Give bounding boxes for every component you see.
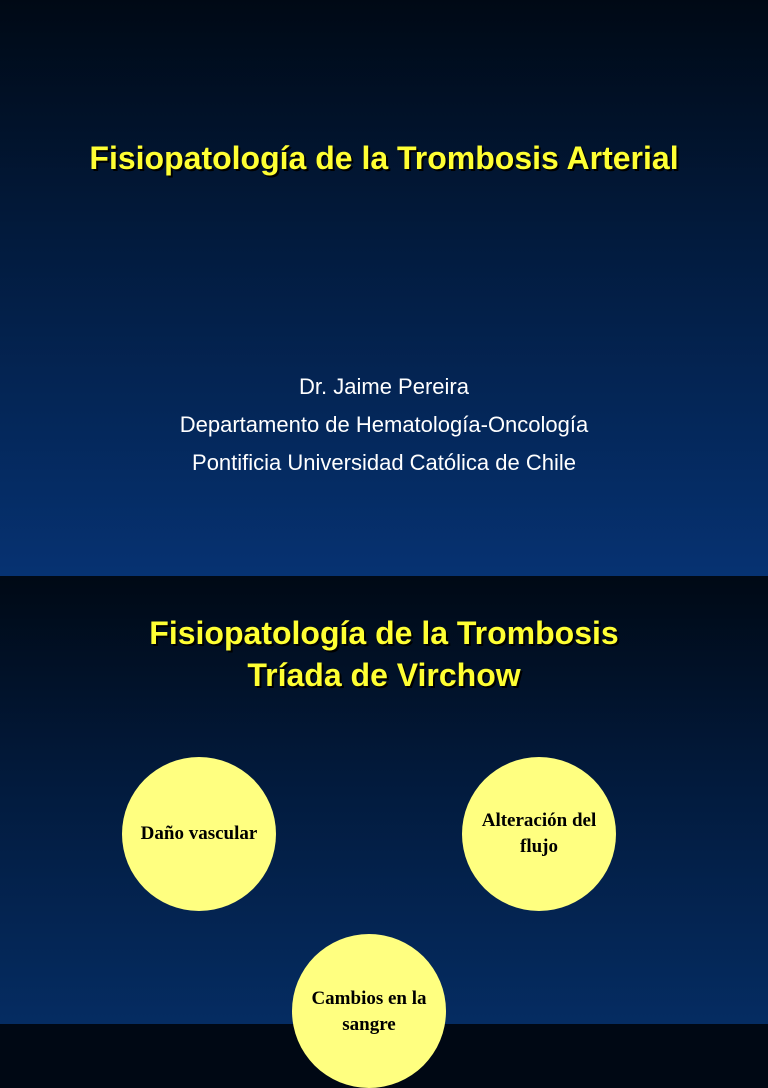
slide-title bbox=[0, 612, 768, 696]
circle-label: Alteración del flujo bbox=[481, 810, 597, 857]
slide-title-line2: Tríada de Virchow bbox=[247, 657, 521, 693]
circle-flow-alteration bbox=[462, 757, 616, 911]
slide-title: Fisiopatología de la Trombosis Arterial bbox=[89, 140, 679, 176]
author-name: Dr. Jaime Pereira bbox=[299, 374, 469, 399]
institution-name: Pontificia Universidad Católica de Chile bbox=[192, 450, 576, 475]
department-name: Departamento de Hematología-Oncología bbox=[179, 412, 589, 437]
circle-blood-changes bbox=[292, 934, 446, 1088]
circle-label: Daño vascular bbox=[140, 823, 258, 844]
slide-title-line1: Fisiopatología de la Trombosis bbox=[149, 615, 619, 651]
virchow-triad-slide bbox=[0, 576, 768, 1035]
circle-label: Cambios en la sangre bbox=[311, 988, 427, 1035]
circle-vascular-damage bbox=[122, 757, 276, 911]
author-info bbox=[0, 368, 768, 482]
